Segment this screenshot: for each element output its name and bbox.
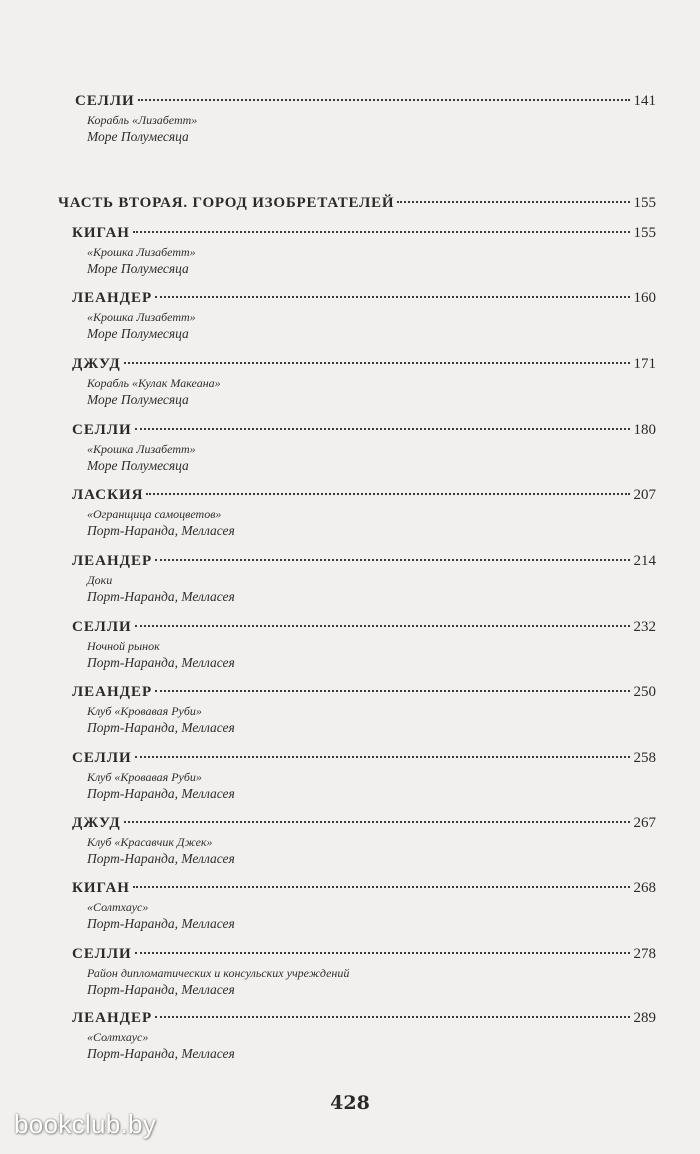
dot-leader: [397, 201, 629, 203]
toc-entry-location: Порт-Наранда, Мелласея: [87, 589, 235, 604]
toc-entry-subtitle: Район дипломатических и консульских учреждений: [87, 966, 350, 980]
dot-leader: [135, 625, 630, 627]
toc-entry-title: СЕЛЛИ: [72, 422, 132, 438]
toc-entry-location: Море Полумесяца: [87, 458, 189, 473]
toc-entry: [72, 878, 656, 933]
toc-entry-location: Порт-Наранда, Мелласея: [87, 523, 235, 538]
toc-entry: [72, 420, 656, 475]
dot-leader: [133, 886, 630, 888]
toc-entry-line: [72, 878, 656, 898]
toc-entry-line: [72, 1008, 656, 1028]
toc-entry-page: 207: [633, 487, 656, 503]
dot-leader: [135, 952, 630, 954]
toc-entry: [72, 288, 656, 343]
toc-entry: [72, 944, 656, 999]
toc-entry-line: [75, 91, 656, 111]
toc-entry-page: 278: [633, 946, 656, 962]
toc-entry-location: Порт-Наранда, Мелласея: [87, 851, 235, 866]
dot-leader: [138, 99, 630, 101]
toc-entry-line: [72, 748, 656, 768]
toc-part-heading: [58, 193, 656, 213]
toc-entry-subtitle: «Крошка Лизабетт»: [87, 310, 196, 324]
toc-entry-subtitle: Ночной рынок: [87, 639, 160, 653]
toc-entry-line: [72, 354, 656, 374]
toc-entry-location: Порт-Наранда, Мелласея: [87, 655, 235, 670]
toc-entry-location: Порт-Наранда, Мелласея: [87, 720, 235, 735]
dot-leader: [155, 559, 629, 561]
dot-leader: [124, 821, 630, 823]
toc-entry-location: Порт-Наранда, Мелласея: [87, 982, 235, 997]
dot-leader: [155, 1016, 629, 1018]
toc-entry-page: 160: [633, 290, 656, 306]
toc-entry-page: 171: [633, 356, 656, 372]
toc-entry-subtitle: Клуб «Кровавая Руби»: [87, 770, 202, 784]
toc-entry-page: 250: [633, 684, 656, 700]
toc-entry-line: [72, 551, 656, 571]
toc-entry-page: 268: [633, 880, 656, 896]
toc-entry-subtitle: «Огранщица самоцветов»: [87, 507, 222, 521]
toc-entry-title: СЕЛЛИ: [72, 750, 132, 766]
toc-entry-line: [72, 682, 656, 702]
toc-entry-subtitle: Доки: [87, 573, 113, 587]
toc-entry-line: [72, 813, 656, 833]
toc-entry-title: КИГАН: [72, 880, 130, 896]
toc-entry-subtitle: Корабль «Кулак Макеана»: [87, 376, 221, 390]
toc-entry-subtitle: Клуб «Красавчик Джек»: [87, 835, 213, 849]
watermark-text: bookclub.by: [14, 1109, 157, 1139]
toc-entry-location: Море Полумесяца: [87, 326, 189, 341]
toc-entry-title: СЕЛЛИ: [72, 619, 132, 635]
toc-entry-location: Порт-Наранда, Мелласея: [87, 786, 235, 801]
toc-entry-page: 155: [633, 195, 656, 211]
toc-entry-title: КИГАН: [72, 225, 130, 241]
toc-entry: [72, 813, 656, 868]
toc-entry-page: 289: [633, 1010, 656, 1026]
toc-entry-location: Море Полумесяца: [87, 392, 189, 407]
toc-entry-subtitle: «Крошка Лизабетт»: [87, 245, 196, 259]
dot-leader: [133, 231, 630, 233]
toc-entry: [72, 551, 656, 606]
toc-entry-line: [72, 485, 656, 505]
toc-entry-page: 232: [633, 619, 656, 635]
toc-entry-subtitle: Корабль «Лизабетт»: [87, 113, 198, 127]
toc-entry-title: ЧАСТЬ ВТОРАЯ. ГОРОД ИЗОБРЕТАТЕЛЕЙ: [58, 195, 395, 211]
toc-entry-title: ЛЕАНДЕР: [72, 290, 153, 306]
toc-entry-line: [72, 223, 656, 243]
toc-entry-subtitle: Клуб «Кровавая Руби»: [87, 704, 202, 718]
toc-entry-line: [72, 617, 656, 637]
toc-entry-subtitle: «Солтхаус»: [87, 1030, 149, 1044]
toc-entry-line: [58, 193, 656, 213]
dot-leader: [146, 493, 629, 495]
toc-entry: [72, 748, 656, 803]
toc-entry-subtitle: «Крошка Лизабетт»: [87, 442, 196, 456]
toc-entry-title: ДЖУД: [72, 815, 121, 831]
toc-entry: [72, 617, 656, 672]
toc-entry-title: ЛАСКИЯ: [72, 487, 144, 503]
toc-entry-title: СЕЛЛИ: [75, 93, 135, 109]
toc-entry: [72, 1008, 656, 1063]
toc-entry: [72, 354, 656, 409]
toc-entry-location: Порт-Наранда, Мелласея: [87, 916, 235, 931]
toc-entry: [75, 91, 656, 146]
toc-entry-title: ЛЕАНДЕР: [72, 553, 153, 569]
toc-entry-page: 214: [633, 553, 656, 569]
toc-entry: [72, 682, 656, 737]
toc-entry-page: 258: [633, 750, 656, 766]
toc-entry-location: Порт-Наранда, Мелласея: [87, 1046, 235, 1061]
toc-entry-page: 267: [633, 815, 656, 831]
toc-entry-line: [72, 420, 656, 440]
toc-entry-page: 141: [633, 93, 656, 109]
dot-leader: [135, 756, 630, 758]
toc-entry-location: Море Полумесяца: [87, 129, 189, 144]
toc-entry-title: ЛЕАНДЕР: [72, 1010, 153, 1026]
toc-entry-location: Море Полумесяца: [87, 261, 189, 276]
dot-leader: [135, 428, 630, 430]
toc-entry-page: 155: [633, 225, 656, 241]
toc-entry-title: СЕЛЛИ: [72, 946, 132, 962]
toc-entry: [72, 223, 656, 278]
dot-leader: [155, 296, 629, 298]
dot-leader: [124, 362, 630, 364]
toc-entry-subtitle: «Солтхаус»: [87, 900, 149, 914]
dot-leader: [155, 690, 629, 692]
toc-entry: [72, 485, 656, 540]
toc-entry-line: [72, 944, 656, 964]
toc-entry-title: ЛЕАНДЕР: [72, 684, 153, 700]
toc-entry-title: ДЖУД: [72, 356, 121, 372]
page-number: 428: [330, 1092, 370, 1114]
toc-entry-line: [72, 288, 656, 308]
toc-entry-page: 180: [633, 422, 656, 438]
